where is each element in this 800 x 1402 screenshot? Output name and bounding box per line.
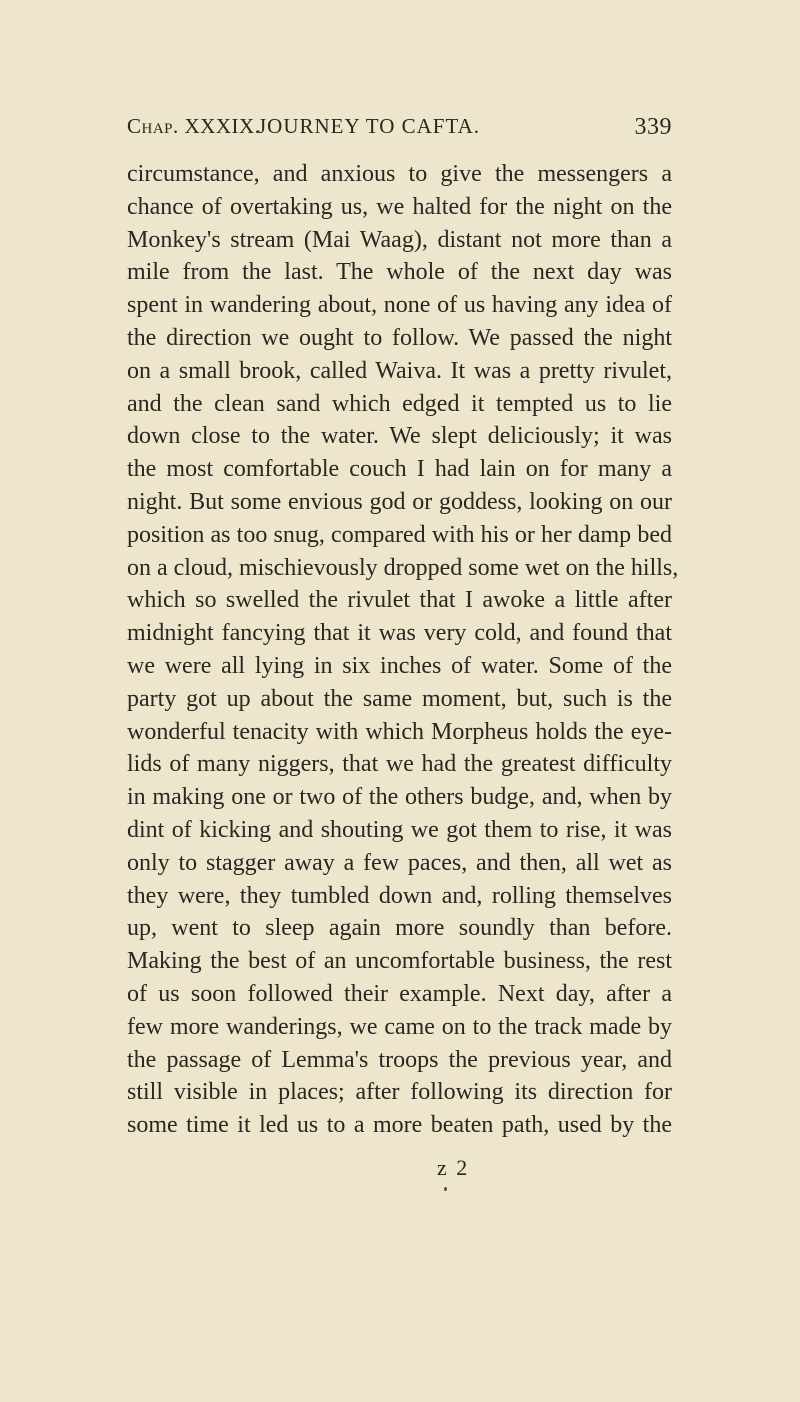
text-line: some time it led us to a more beaten path, used by the [127,1112,672,1139]
text-line: circumstance, and anxious to give the messengers a [127,161,672,187]
text-line: position as too snug, compared with his or her damp bed [127,521,672,548]
text-line: chance of overtaking us, we halted for the night on the [127,193,672,220]
text-line: party got up about the same moment, but, such is the [127,685,672,712]
text-line: Monkey's stream (Mai Waag), distant not more than a [127,226,672,253]
text-line: midnight fancying that it was very cold, and found that [127,620,672,647]
text-line: which so swelled the rivulet that I awoke a little after [127,587,672,614]
running-header [127,114,672,138]
text-line: night. But some envious god or goddess, looking on our [127,488,672,515]
chapter-title: JOURNEY TO CAFTA. [258,114,481,138]
text-line: down close to the water. We slept deliciously; it was [127,423,672,450]
chapter-label: Chap. XXXIX. [127,114,261,138]
text-line: spent in wandering about, none of us having any idea of [127,292,672,319]
text-line: in making one or two of the others budge, and, when by [127,784,672,811]
text-line: of us soon followed their example. Next day, after a [127,980,672,1007]
text-line: and the clean sand which edged it tempted us to lie [127,390,672,417]
text-line: on a small brook, called Waiva. It was a pretty rivulet, [127,357,672,384]
text-line: wonderful tenacity with which Morpheus holds the eye- [127,718,672,745]
text-line: only to stagger away a few paces, and then, all wet as [127,849,672,876]
page-number: 339 [634,114,672,140]
signature-mark: z 2 [437,1155,470,1180]
text-line: lids of many niggers, that we had the greatest difficulty [127,751,672,778]
text-line: dint of kicking and shouting we got them to rise, it was [127,816,672,843]
text-line: the direction we ought to follow. We passed the night [127,324,672,351]
text-line: the most comfortable couch I had lain on for many a [127,456,672,483]
text-line: still visible in places; after following its direction for [127,1079,672,1106]
text-line: Making the best of an uncomfortable business, the rest [127,948,672,975]
ink-speck [444,1187,447,1191]
text-line: few more wanderings, we came on to the track made by [127,1013,672,1040]
text-line: we were all lying in six inches of water. Some of the [127,652,672,679]
text-line: the passage of Lemma's troops the previous year, and [127,1046,672,1073]
text-line: on a cloud, mischievously dropped some wet on the hills, [127,554,679,581]
body-paragraph [127,158,679,1142]
text-line: up, went to sleep again more soundly than before. [127,915,672,942]
text-line: they were, they tumbled down and, rolling themselves [127,882,672,909]
text-line: mile from the last. The whole of the next day was [127,259,672,286]
